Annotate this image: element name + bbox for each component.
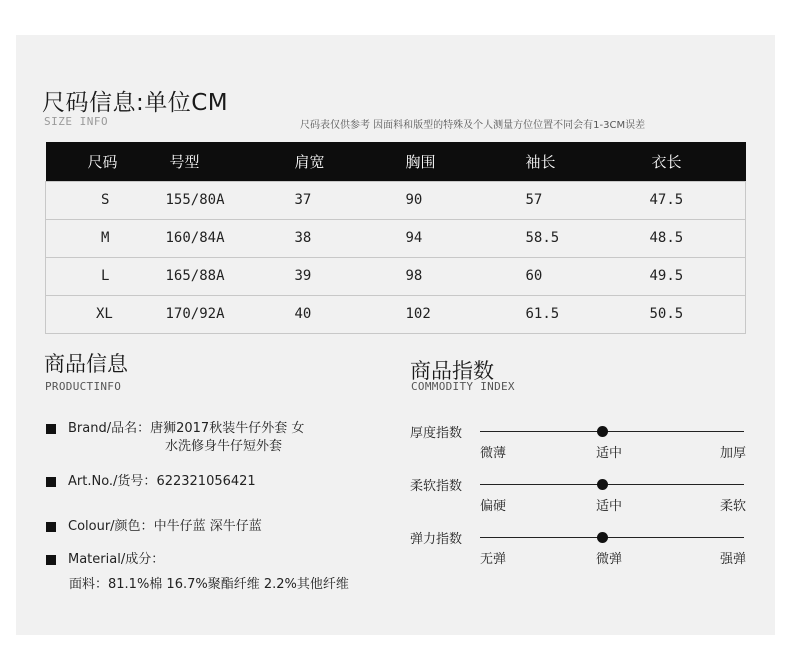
info-item-colour [46, 518, 262, 536]
index-tick-left: 微薄 [480, 446, 507, 461]
cell-shoulder: 39 [289, 257, 402, 295]
bullet-square-icon [46, 424, 56, 434]
product-info-subtitle: PRODUCTINFO [45, 380, 122, 393]
size-chart-note: 尺码表仅供参考 因面料和版型的特殊及个人测量方位位置不同会有1-3CM误差 [300, 120, 646, 131]
index-tick-middle: 微弹 [596, 552, 623, 567]
cell-sleeve: 60 [526, 257, 648, 295]
cell-model: 170/92A [166, 295, 289, 333]
table-row [46, 295, 746, 333]
bullet-square-icon [46, 555, 56, 565]
cell-size: S [46, 181, 166, 219]
cell-sleeve: 61.5 [526, 295, 648, 333]
header-size: 尺码 [46, 142, 166, 181]
index-label: 弹力指数 [410, 532, 463, 547]
index-level-dot [597, 479, 608, 490]
cell-length: 48.5 [648, 219, 746, 257]
cell-length: 49.5 [648, 257, 746, 295]
product-index-subtitle: COMMODITY INDEX [411, 380, 515, 393]
index-tick-left: 偏硬 [480, 499, 507, 514]
info-label: Art.No./货号： [68, 474, 157, 489]
info-material-value: 面料：81.1%棉 16.7%聚酯纤维 2.2%其他纤维 [69, 577, 349, 592]
index-label: 厚度指数 [410, 426, 463, 441]
index-tick-right: 强弹 [719, 552, 746, 567]
cell-shoulder: 38 [289, 219, 402, 257]
cell-size: L [46, 257, 166, 295]
index-row-thickness [410, 422, 750, 462]
index-scale-line [480, 537, 744, 538]
cell-size: XL [46, 295, 166, 333]
cell-length: 50.5 [648, 295, 746, 333]
bullet-square-icon [46, 522, 56, 532]
table-row [46, 219, 746, 257]
index-label: 柔软指数 [410, 479, 463, 494]
index-scale-line [480, 484, 744, 485]
info-item-brand [46, 420, 304, 456]
cell-model: 155/80A [166, 181, 289, 219]
size-table-header-row [46, 142, 746, 181]
bullet-square-icon [46, 477, 56, 487]
header-sleeve: 袖长 [526, 142, 648, 181]
index-tick-middle: 适中 [596, 446, 623, 461]
header-model: 号型 [166, 142, 289, 181]
index-row-softness [410, 475, 750, 515]
index-tick-left: 无弹 [480, 552, 507, 567]
index-level-dot [597, 532, 608, 543]
cell-model: 165/88A [166, 257, 289, 295]
cell-sleeve: 58.5 [526, 219, 648, 257]
info-label: Material/成分： [68, 552, 165, 567]
size-chart-title: 尺码信息:单位CM [42, 90, 229, 116]
header-length: 衣长 [648, 142, 746, 181]
table-row [46, 257, 746, 295]
header-chest: 胸围 [402, 142, 526, 181]
index-tick-right: 柔软 [719, 499, 746, 514]
cell-length: 47.5 [648, 181, 746, 219]
info-item-material [46, 551, 164, 569]
size-table [45, 142, 746, 334]
cell-size: M [46, 219, 166, 257]
info-value: 唐狮2017秋装牛仔外套 女 [150, 421, 305, 436]
cell-shoulder: 40 [289, 295, 402, 333]
product-info-title: 商品信息 [44, 352, 128, 376]
index-tick-right: 加厚 [719, 446, 746, 461]
index-tick-middle: 适中 [596, 499, 623, 514]
index-level-dot [597, 426, 608, 437]
size-chart-subtitle: SIZE INFO [44, 115, 109, 128]
info-value: 622321056421 [156, 474, 256, 489]
cell-sleeve: 57 [526, 181, 648, 219]
cell-shoulder: 37 [289, 181, 402, 219]
cell-chest: 94 [402, 219, 526, 257]
info-value: 中牛仔蓝 深牛仔蓝 [153, 519, 262, 534]
header-shoulder: 肩宽 [289, 142, 402, 181]
cell-model: 160/84A [166, 219, 289, 257]
info-value-line2: 水洗修身牛仔短外套 [165, 439, 283, 454]
index-scale-line [480, 431, 744, 432]
cell-chest: 90 [402, 181, 526, 219]
info-label: Brand/品名： [68, 421, 151, 436]
product-index-title: 商品指数 [410, 359, 494, 383]
cell-chest: 102 [402, 295, 526, 333]
table-row [46, 181, 746, 219]
info-item-artno [46, 473, 256, 491]
index-row-elasticity [410, 528, 750, 568]
cell-chest: 98 [402, 257, 526, 295]
info-label: Colour/颜色： [68, 519, 154, 534]
